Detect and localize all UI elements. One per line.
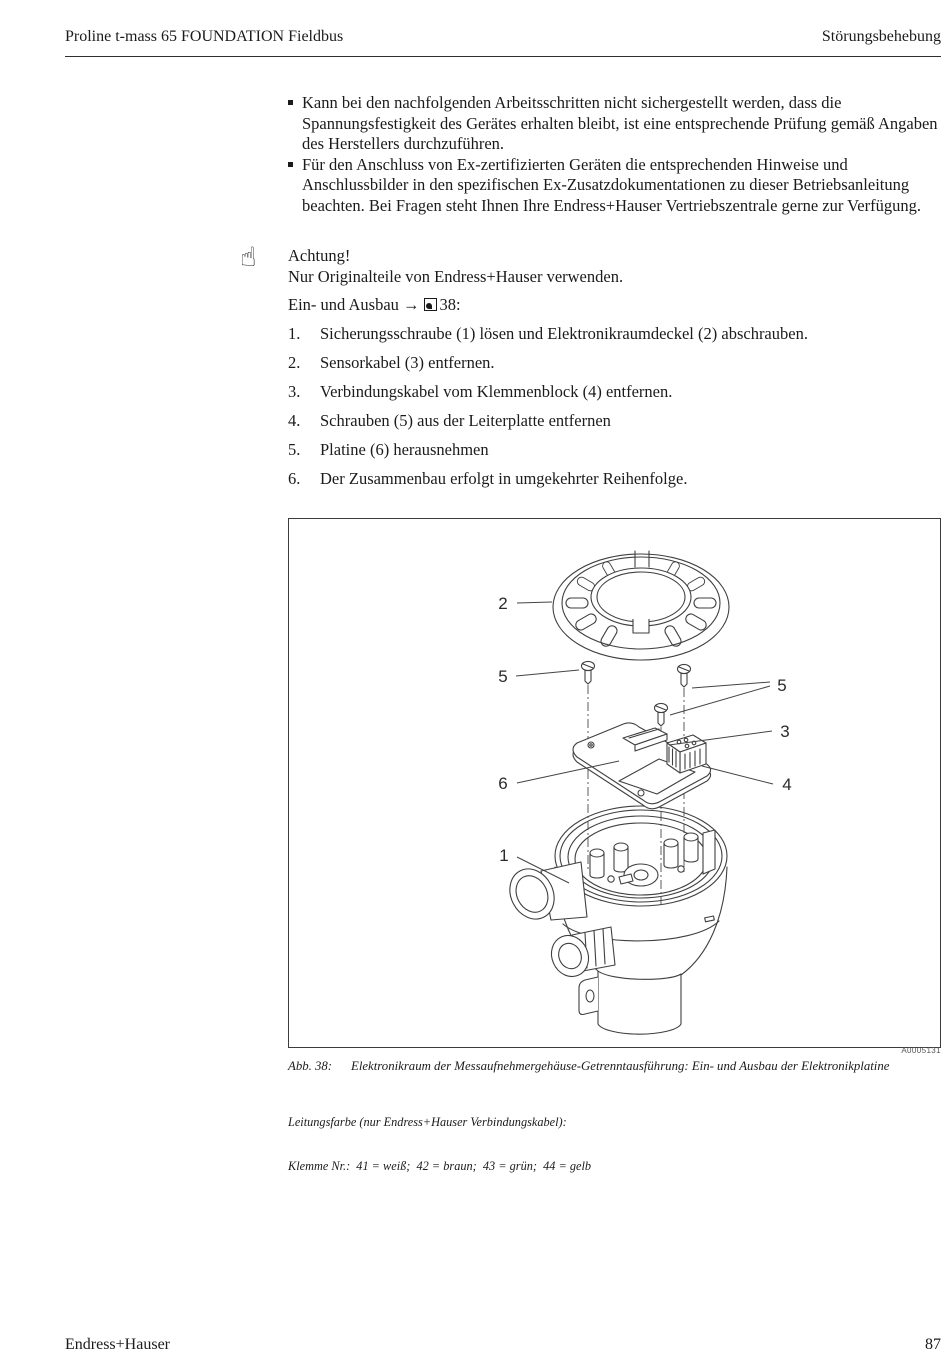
step-item [288,469,943,490]
callout-screws-left: 5 [498,667,508,686]
page-header [65,28,941,46]
exploded-view-figure [288,518,941,1048]
callout-terminal: 4 [782,775,792,794]
header-document-title: Proline t-mass 65 FOUNDATION Fieldbus [65,28,344,45]
screw-middle-drawing [655,703,668,726]
exploded-view-drawing [289,519,940,1047]
cover-drawing [553,551,729,660]
step-item [288,440,943,461]
callout-connector: 3 [780,722,790,741]
step-item [288,324,943,345]
page-footer [65,1336,941,1354]
step-number: 2. [288,353,301,373]
procedure-intro-text: Ein- und Ausbau → [288,295,420,314]
step-text: Der Zusammenbau erfolgt in umgekehrter Reihenfolge. [320,469,688,489]
bullet-list [288,93,943,217]
attention-title: Achtung! [288,246,351,265]
figure-ref-icon [424,298,437,311]
step-text: Verbindungskabel vom Klemmenblock (4) entfernen. [320,382,673,402]
figure-caption [288,1059,943,1074]
step-number: 3. [288,382,301,402]
step-text: Platine (6) herausnehmen [320,440,489,460]
header-rule [65,56,941,57]
step-item [288,411,943,432]
procedure-intro [288,295,461,315]
screw-left-drawing [582,661,595,684]
step-item [288,353,943,374]
attention-note [288,245,938,287]
figure-caption-label: Abb. 38: [288,1059,333,1073]
callout-screws-right: 5 [777,676,787,695]
board-drawing [573,723,711,809]
bullet-item [288,93,943,155]
bullet-item [288,155,943,217]
callout-board: 6 [498,774,508,793]
footer-page-number: 87 [925,1336,941,1353]
step-text: Schrauben (5) aus der Leiterplatte entfernen [320,411,611,431]
step-number: 1. [288,324,301,343]
callout-housing: 1 [499,846,509,865]
attention-hand-icon: ☝ [240,242,257,273]
step-number: 5. [288,440,301,460]
wire-color-legend [288,1086,943,1202]
procedure-steps [288,324,943,499]
header-chapter-title: Störungsbehebung [821,28,941,45]
figure-caption-text: Elektronikraum der Messaufnehmergehäuse-Getrenntausführung: Ein- und Ausbau der Elektronikplatine [351,1059,890,1073]
step-text: Sicherungsschraube (1) lösen und Elektronikraumdeckel (2) abschrauben. [320,324,808,343]
attention-text: Nur Originalteile von Endress+Hauser verwenden. [288,267,624,286]
step-number: 6. [288,469,301,489]
bullet-square-icon [288,155,302,217]
step-item [288,382,943,403]
housing-drawing [501,806,727,1034]
bullet-text: Für den Anschluss von Ex-zertifizierten Geräten die entsprechenden Hinweise und Anschlussbilder in den spezifischen Ex-Zusatzdokumentationen zu dieser Betriebsanleitung beachten. Bei Fragen steht Ihnen Ihre Endress+Hauser Vertriebszentrale gerne zur Verfügung. [302,154,921,215]
step-number: 4. [288,411,301,431]
legend-line-1: Leitungsfarbe (nur Endress+Hauser Verbindungskabel): [288,1115,567,1129]
callout-cover: 2 [498,594,508,613]
bullet-square-icon [288,93,302,155]
step-text: Sensorkabel (3) entfernen. [320,353,495,373]
figure-ref-number: 38: [439,295,461,314]
bullet-text: Kann bei den nachfolgenden Arbeitsschritten nicht sichergestellt werden, dass die Spannungsfestigkeit des Gerätes erhalten bleibt, ist eine entsprechende Prüfung gemäß Angaben des Herstellers durchzuführen. [302,93,938,154]
footer-company: Endress+Hauser [65,1336,170,1353]
screw-right-drawing [678,664,691,687]
legend-line-2: Klemme Nr.: 41 = weiß; 42 = braun; 43 = grün; 44 = gelb [288,1158,592,1173]
figure-image-code: A0005131 [901,1046,941,1055]
